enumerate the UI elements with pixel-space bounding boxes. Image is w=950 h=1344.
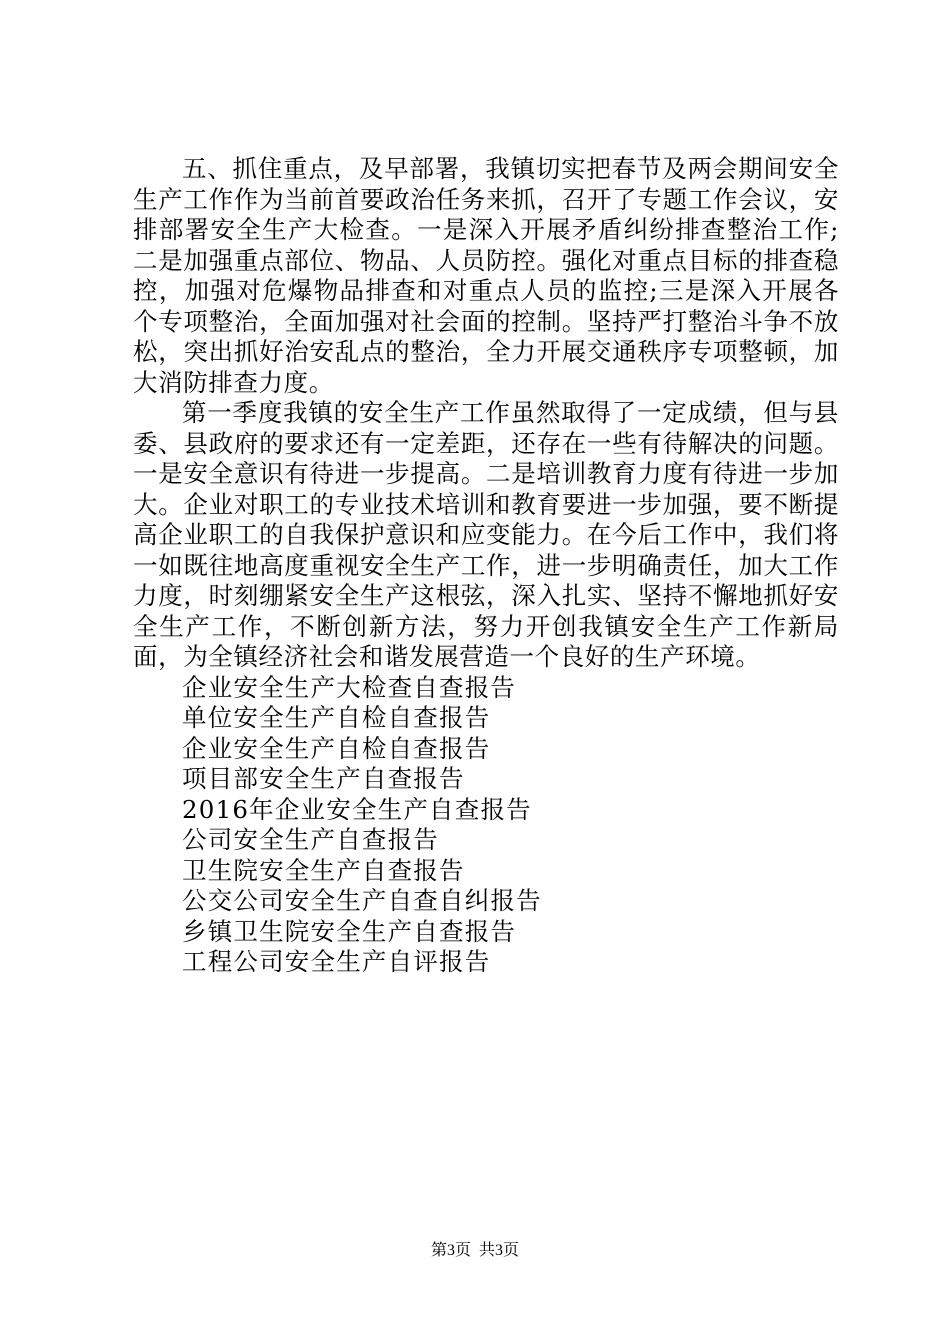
related-title-item: 工程公司安全生产自评报告 xyxy=(182,947,491,976)
page-number: 第3页 xyxy=(430,1242,471,1259)
related-title-item: 公司安全生产自查报告 xyxy=(182,825,439,854)
related-titles-list xyxy=(133,673,839,978)
related-title-item: 企业安全生产大检查自查报告 xyxy=(182,672,517,702)
paragraph-key-deployment: 五、抓住重点，及早部署，我镇切实把春节及两会期间安全生产工作作为当前首要政治任务来抓，召开了专题工作会议，安排部署安全生产大检查。一是深入开展矛盾纠纷排查整治工作;二是加强重点部位、物品、人员防控。强化对重点目标的排查稳控，加强对危爆物品排查和对重点人员的监控;三是深入开展各个专项整治，全面加强对社会面的控制。坚持严打整治斗争不放松，突出抓好治安乱点的整治，全力开展交通秩序专项整顿，加大消防排查力度。 xyxy=(133,154,839,397)
related-title-item: 企业安全生产自检自查报告 xyxy=(182,733,491,763)
document-body xyxy=(133,154,839,978)
related-title-item: 项目部安全生产自查报告 xyxy=(182,764,465,793)
related-title-item: 乡镇卫生院安全生产自查报告 xyxy=(182,916,517,946)
page-footer xyxy=(0,1241,950,1261)
related-title-item: 单位安全生产自检自查报告 xyxy=(182,703,491,732)
related-title-item: 公交公司安全生产自查自纠报告 xyxy=(182,886,542,915)
related-title-item: 卫生院安全生产自查报告 xyxy=(182,855,465,885)
page-total: 共3页 xyxy=(479,1242,520,1259)
related-title-item: 2016年企业安全生产自查报告 xyxy=(182,794,532,824)
paragraph-summary: 第一季度我镇的安全生产工作虽然取得了一定成绩，但与县委、县政府的要求还有一定差距，还存在一些有待解决的问题。一是安全意识有待进一步提高。二是培训教育力度有待进一步加大。企业对职工的专业技术培训和教育要进一步加强，要不断提高企业职工的自我保护意识和应变能力。在今后工作中，我们将一如既往地高度重视安全生产工作，进一步明确责任，加大工作力度，时刻绷紧安全生产这根弦，深入扎实、坚持不懈地抓好安全生产工作，不断创新方法，努力开创我镇安全生产工作新局面，为全镇经济社会和谐发展营造一个良好的生产环境。 xyxy=(133,398,839,671)
